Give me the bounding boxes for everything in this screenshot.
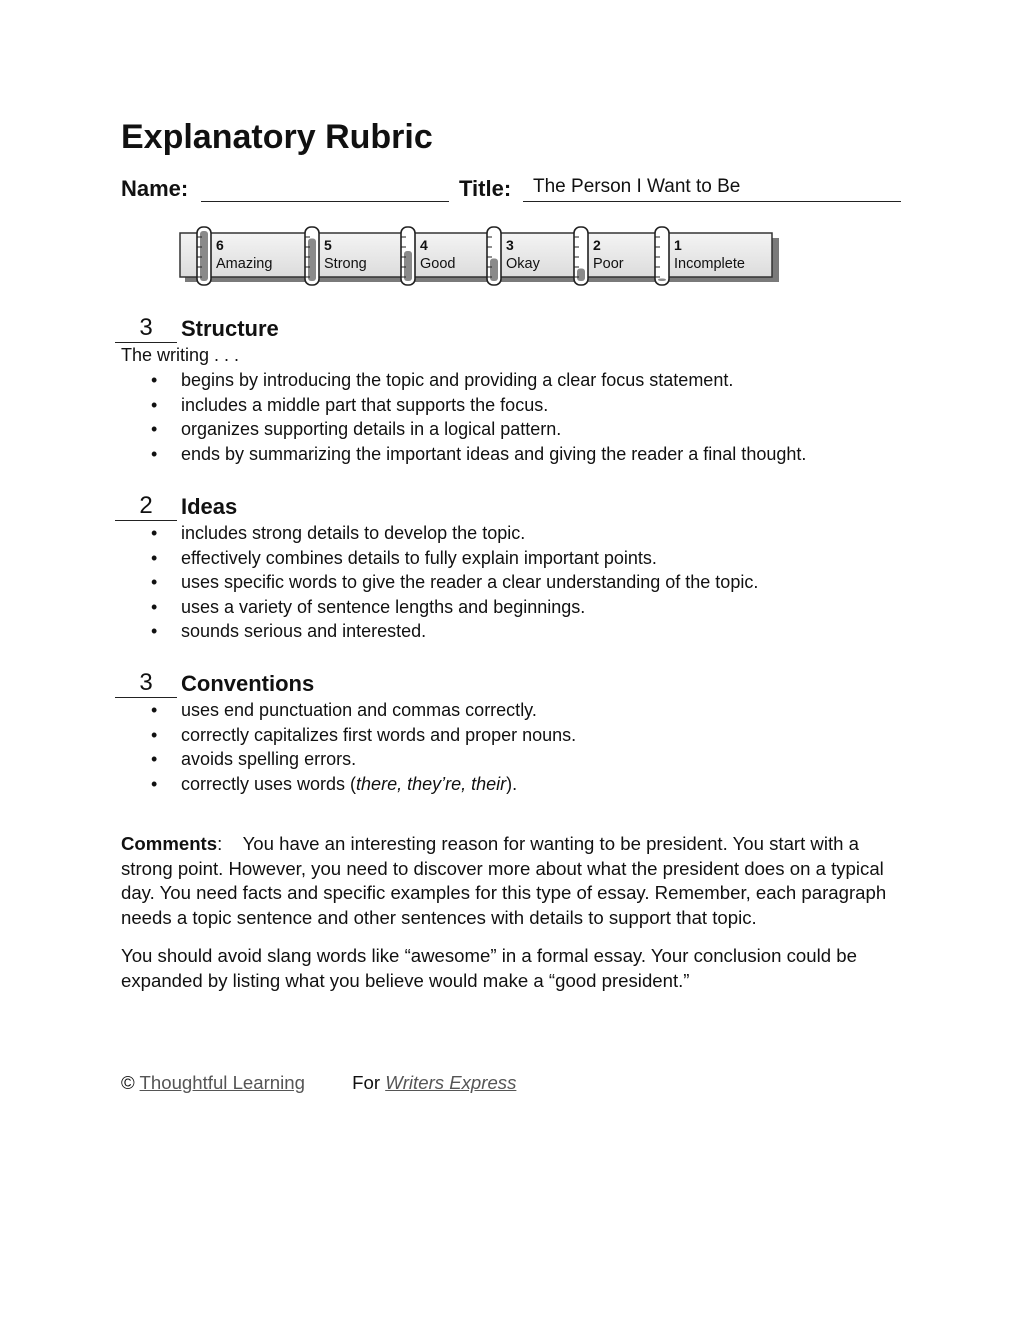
scale-number-1: 1 xyxy=(674,237,682,253)
comments-paragraph-2: You should avoid slang words like “awesome” in a formal essay. Your conclusion could be expanded by listing what you believe would make a “good president.” xyxy=(121,945,857,991)
structure-heading: Structure xyxy=(181,316,279,341)
scale-label-3: Okay xyxy=(506,256,540,272)
comments-label: Comments xyxy=(121,833,218,854)
scale-tube-2 xyxy=(574,227,588,285)
title-field-line[interactable] xyxy=(523,201,901,202)
scale-label-5: Strong xyxy=(324,256,367,272)
for-label: For xyxy=(352,1072,381,1093)
scale-label-2: Poor xyxy=(593,256,624,272)
list-item-suffix: ). xyxy=(506,773,518,794)
title-field-value: The Person I Want to Be xyxy=(533,176,741,197)
list-item-emphasis: there, they’re, their xyxy=(356,773,507,794)
list-item: • organizes supporting details in a logical pattern. xyxy=(121,417,806,442)
list-item: • includes a middle part that supports the focus. xyxy=(121,393,806,418)
structure-criteria xyxy=(121,368,806,466)
ideas-heading: Ideas xyxy=(181,494,238,519)
scale-label-1: Incomplete xyxy=(674,256,745,272)
scale-tube-1 xyxy=(655,227,669,285)
list-item: • effectively combines details to fully explain important points. xyxy=(121,546,758,571)
list-item: • uses specific words to give the reader a clear understanding of the topic. xyxy=(121,570,758,595)
writers-express-link[interactable] xyxy=(385,1072,516,1093)
scale-number-4: 4 xyxy=(420,237,428,253)
ideas-score[interactable]: 2 xyxy=(115,492,177,521)
list-item: • avoids spelling errors. xyxy=(121,747,576,772)
list-item: • correctly capitalizes first words and proper nouns. xyxy=(121,723,576,748)
list-item-prefix: correctly uses words ( xyxy=(181,773,357,794)
list-item: • sounds serious and interested. xyxy=(121,619,758,644)
comments-colon: : xyxy=(217,833,223,854)
scale-label-6: Amazing xyxy=(216,256,273,272)
scale-number-5: 5 xyxy=(324,237,332,253)
name-label: Name: xyxy=(121,176,189,201)
list-item: • begins by introducing the topic and providing a clear focus statement. xyxy=(121,368,806,393)
list-item xyxy=(121,772,576,797)
rating-scale xyxy=(177,224,787,292)
scale-number-6: 6 xyxy=(216,237,224,253)
scale-label-4: Good xyxy=(420,256,456,272)
list-item: • uses end punctuation and commas correctly. xyxy=(121,698,576,723)
name-title-row xyxy=(121,172,903,208)
copyright-symbol: © xyxy=(121,1072,135,1093)
list-item: • uses a variety of sentence lengths and beginnings. xyxy=(121,595,758,620)
ideas-criteria xyxy=(121,521,758,644)
thoughtful-learning-link[interactable]: Thoughtful Learning xyxy=(139,1072,305,1093)
scale-tube-3 xyxy=(487,227,501,285)
footer xyxy=(121,1072,516,1094)
scale-number-2: 2 xyxy=(593,237,601,253)
scale-tube-4 xyxy=(401,227,415,285)
conventions-heading: Conventions xyxy=(181,671,315,696)
conventions-score[interactable]: 3 xyxy=(115,669,177,698)
comments-paragraph-1 xyxy=(121,832,911,930)
scale-tube-6 xyxy=(197,227,211,285)
page-title: Explanatory Rubric xyxy=(121,118,433,156)
writers-express-link-text: Writers Express xyxy=(385,1072,517,1093)
name-field-line[interactable] xyxy=(201,201,449,202)
conventions-criteria xyxy=(121,698,576,796)
comments-block xyxy=(121,832,911,1007)
scale-number-3: 3 xyxy=(506,237,514,253)
list-item: • ends by summarizing the important ideas and giving the reader a final thought. xyxy=(121,442,806,467)
comments-text-1: You have an interesting reason for wanting to be president. You start with a strong point. However, you need to discover more about what the president does on a typical day. You need facts and specific examples for this type of essay. Remember, each paragraph needs a topic sentence and other sentences with details to support that topic. xyxy=(121,833,887,928)
list-item: • includes strong details to develop the topic. xyxy=(121,521,758,546)
scale-tube-5 xyxy=(305,227,319,285)
structure-intro: The writing . . . xyxy=(121,345,240,365)
structure-score[interactable]: 3 xyxy=(115,314,177,343)
title-label: Title: xyxy=(459,176,512,201)
